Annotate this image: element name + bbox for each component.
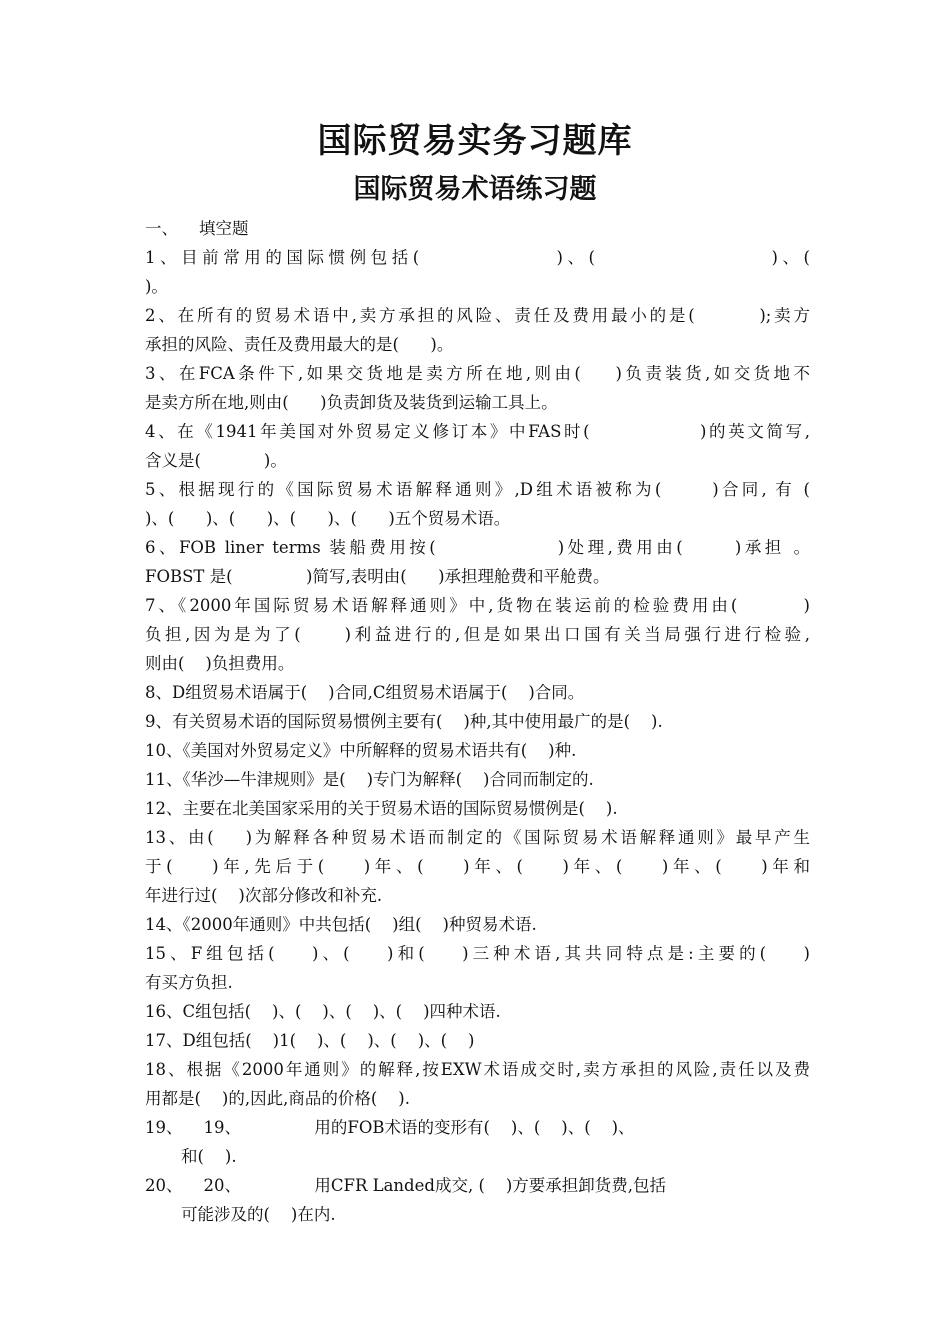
question-line: 20、 20、 用CFR Landed成交, ( )方要承担卸货费,包括: [145, 1176, 667, 1195]
question-line: )、( )、( )、( )、( )五个贸易术语。: [145, 509, 511, 528]
question-line: )。: [145, 277, 168, 296]
question-line: 8、D组贸易术语属于( )合同,C组贸易术语属于( )合同。: [145, 683, 585, 702]
question-line: 则由( )负担费用。: [145, 654, 295, 673]
document-title: 国际贸易实务习题库: [317, 121, 633, 161]
question-line: 用都是( )的,因此,商品的价格( ).: [145, 1089, 410, 1108]
question-line: 16、C组包括( )、( )、( )、( )四种术语.: [145, 1002, 501, 1021]
question-line: 14、《2000年通则》中共包括( )组( )种贸易术语.: [145, 915, 537, 934]
question-line: 和( ).: [181, 1147, 237, 1166]
question-line: 15、F组包括( )、( )和( )三种术语,其共同特点是:主要的( ): [145, 944, 810, 963]
question-line: 6、FOB liner terms 装船费用按( )处理,费用由( )承担 。: [145, 538, 810, 557]
question-line: 19、 19、 用的FOB术语的变形有( )、( )、( )、: [145, 1118, 635, 1137]
question-line: 可能涉及的( )在内.: [181, 1205, 336, 1224]
question-line: 7、《2000年国际贸易术语解释通则》中,货物在装运前的检验费用由( ): [145, 596, 810, 615]
question-line: 12、主要在北美国家采用的关于贸易术语的国际贸易惯例是( ).: [145, 799, 618, 818]
question-line: 17、D组包括( )1( )、( )、( )、( ): [145, 1031, 475, 1050]
question-line: 4、在《1941年美国对外贸易定义修订本》中FAS时( )的英文简写,: [145, 422, 810, 441]
question-line: 年进行过( )次部分修改和补充.: [145, 886, 383, 905]
question-line: 3、在FCA条件下,如果交货地是卖方所在地,则由( )负责装货,如交货地不: [145, 364, 810, 383]
question-line: 含义是( )。: [145, 451, 287, 470]
question-line: 有买方负担.: [145, 973, 233, 992]
question-line: 2、在所有的贸易术语中,卖方承担的风险、责任及费用最小的是( );卖方: [145, 306, 810, 325]
question-line: 是卖方所在地,则由( )负责卸货及装货到运输工具上。: [145, 393, 558, 412]
question-line: 1、目前常用的国际惯例包括( )、( )、(: [145, 248, 810, 267]
question-line: 承担的风险、责任及费用最大的是( )。: [145, 335, 454, 354]
question-line: 5、根据现行的《国际贸易术语解释通则》,D组术语被称为( )合同, 有 (: [145, 480, 810, 499]
question-line: 10、《美国对外贸易定义》中所解释的贸易术语共有( )种.: [145, 741, 577, 760]
question-line: 9、有关贸易术语的国际贸易惯例主要有( )种,其中使用最广的是( ).: [145, 712, 663, 731]
question-line: 13、由( )为解释各种贸易术语而制定的《国际贸易术语解释通则》最早产生: [145, 828, 810, 847]
document-subtitle: 国际贸易术语练习题: [353, 174, 597, 205]
question-line: 于( )年,先后于( )年、( )年、( )年、( )年、( )年和: [145, 857, 810, 876]
exercise-body: [145, 214, 810, 1229]
question-line: 18、根据《2000年通则》的解释,按EXW术语成交时,卖方承担的风险,责任以及费: [145, 1060, 810, 1079]
question-line: 11、《华沙—牛津规则》是( )专门为解释( )合同而制定的.: [145, 770, 594, 789]
question-line: FOBST 是( )简写,表明由( )承担理舱费和平舱费。: [145, 567, 610, 586]
section-heading: 一、 填空题: [145, 219, 249, 238]
question-line: 负担,因为是为了( )利益进行的,但是如果出口国有关当局强行进行检验,: [145, 625, 810, 644]
